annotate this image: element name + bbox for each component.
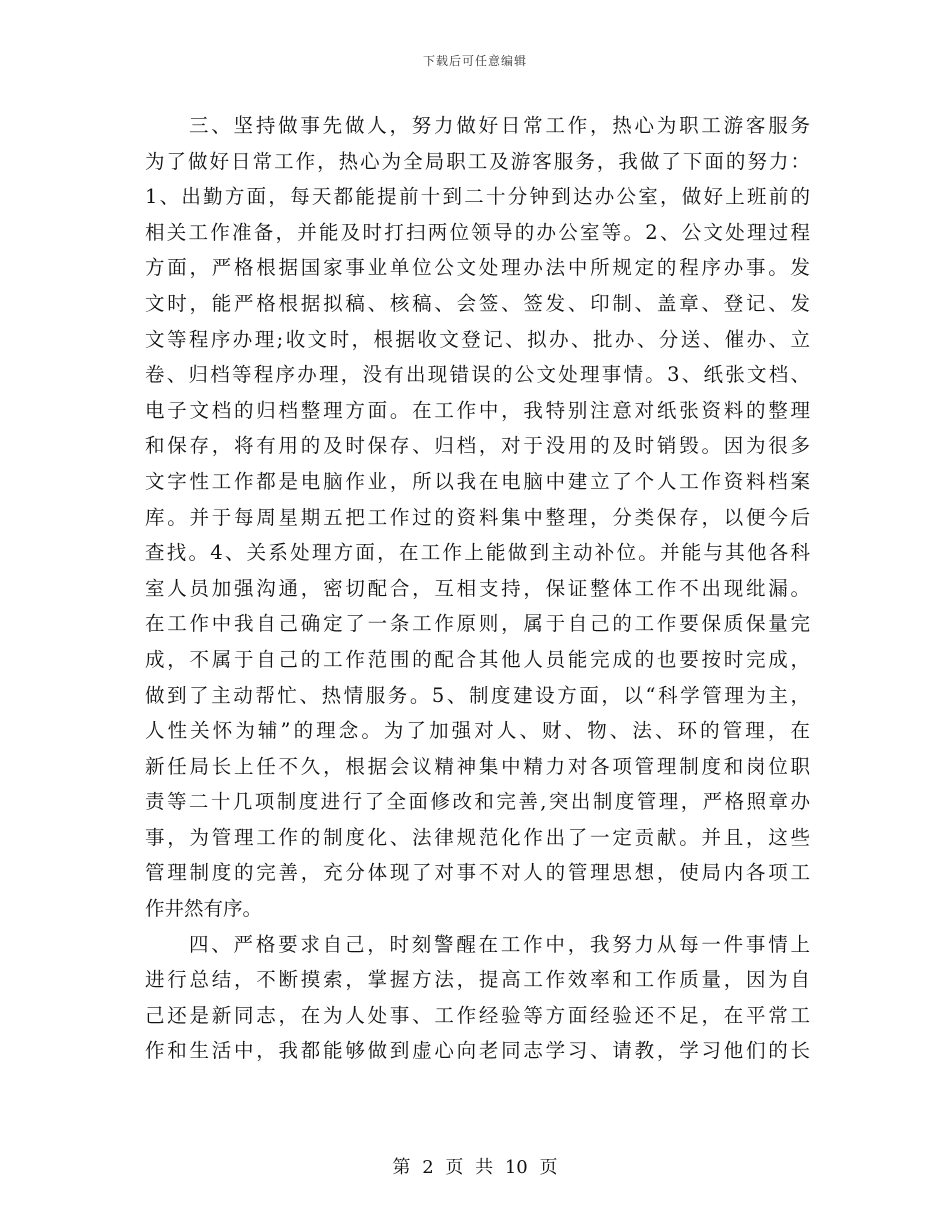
paragraph-line: 卷、归档等程序办理，没有出现错误的公文处理事情。3、纸张文档、 (145, 363, 810, 387)
paragraph-line: 和保存，将有用的及时保存、归档，对于没用的及时销毁。因为很多 (145, 434, 810, 458)
paragraph-line: 事，为管理工作的制度化、法律规范化作出了一定贡献。并且，这些 (145, 825, 810, 849)
page-header: 下载后可任意编辑 (422, 54, 527, 68)
paragraph-line: 文时，能严格根据拟稿、核稿、会签、签发、印制、盖章、登记、发 (145, 291, 810, 315)
paragraph-line: 文字性工作都是电脑作业，所以我在电脑中建立了个人工作资料档案 (145, 469, 810, 493)
paragraph-line: 新任局长上任不久，根据会议精神集中精力对各项管理制度和岗位职 (145, 754, 810, 778)
paragraph-line: 方面，严格根据国家事业单位公文处理办法中所规定的程序办事。发 (145, 256, 810, 280)
paragraph-line: 相关工作准备，并能及时打扫两位领导的办公室等。2、公文处理过程 (145, 220, 810, 244)
paragraph-line: 文等程序办理;收文时，根据收文登记、拟办、批办、分送、催办、立 (145, 327, 810, 351)
paragraph-line: 做到了主动帮忙、热情服务。5、制度建设方面，以“科学管理为主， (145, 683, 810, 707)
paragraph-line: 责等二十几项制度进行了全面修改和完善,突出制度管理，严格照章办 (145, 790, 810, 814)
paragraph-line: 为了做好日常工作，热心为全局职工及游客服务，我做了下面的努力： (145, 149, 810, 173)
document-body (145, 108, 810, 1069)
page-number-footer: 第 2 页 共 10 页 (392, 1157, 558, 1178)
paragraph-line: 1、出勤方面，每天都能提前十到二十分钟到达办公室，做好上班前的 (145, 185, 810, 209)
paragraph-line: 成，不属于自己的工作范围的配合其他人员能完成的也要按时完成， (145, 647, 810, 671)
paragraph-line: 己还是新同志，在为人处事、工作经验等方面经验还不足，在平常工 (145, 1003, 810, 1027)
paragraph-line: 四、严格要求自己，时刻警醒在工作中，我努力从每一件事情上 (189, 932, 810, 956)
paragraph-line: 作和生活中，我都能够做到虚心向老同志学习、请教，学习他们的长 (145, 1039, 810, 1063)
paragraph-line: 查找。4、关系处理方面，在工作上能做到主动补位。并能与其他各科 (145, 541, 810, 565)
paragraph-line: 三、坚持做事先做人，努力做好日常工作，热心为职工游客服务 (189, 114, 810, 137)
paragraph-line: 电子文档的归档整理方面。在工作中，我特别注意对纸张资料的整理 (145, 398, 810, 422)
paragraph-line: 作井然有序。 (145, 897, 263, 921)
paragraph-line: 进行总结，不断摸索，掌握方法，提高工作效率和工作质量，因为自 (145, 968, 810, 992)
paragraph-line: 在工作中我自己确定了一条工作原则，属于自己的工作要保质保量完 (145, 612, 810, 636)
paragraph-line: 室人员加强沟通，密切配合，互相支持，保证整体工作不出现纰漏。 (145, 576, 810, 600)
paragraph-line: 人性关怀为辅”的理念。为了加强对人、财、物、法、环的管理，在 (145, 719, 810, 743)
paragraph-line: 管理制度的完善，充分体现了对事不对人的管理思想，使局内各项工 (145, 861, 810, 885)
paragraph-line: 库。并于每周星期五把工作过的资料集中整理，分类保存，以便今后 (145, 505, 810, 529)
